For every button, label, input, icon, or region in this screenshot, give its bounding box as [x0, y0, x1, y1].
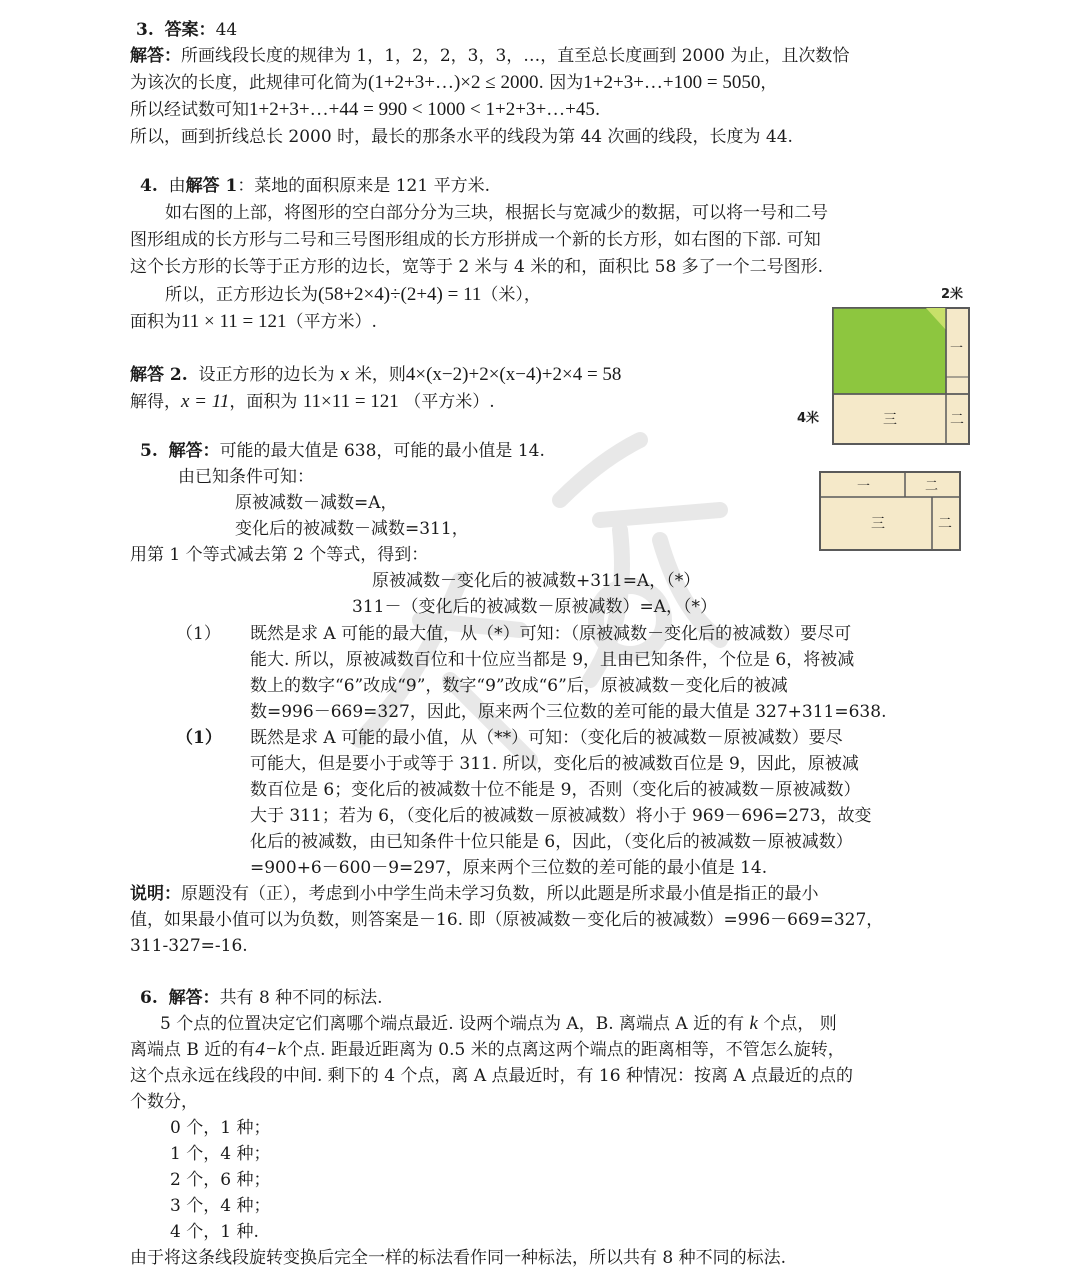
label-region-three-top: 三 — [883, 412, 897, 428]
q4-solution2-line1 — [130, 362, 621, 388]
q3-formula-3: 1+2+3+…+44 = 990 < 1000 < 1+2+3+…+45 — [249, 99, 595, 120]
q5-note-l3: 311-327=-16. — [130, 936, 248, 956]
q5-l4: 变化后的被减数－减数=311， — [235, 519, 469, 539]
q4-number: 4. — [140, 176, 158, 196]
q5-note-label: 说明： — [130, 884, 181, 904]
q4-p2: 图形组成的长方形与二号和三号图形组成的长方形拼成一个新的长方形，如右图的下部. 可知 — [130, 230, 821, 250]
q4-formula-area: 11 × 11 = 121 — [181, 311, 287, 332]
q3-line1-text: 所画线段长度的规律为 1，1，2，2，3，3，…，直至总长度画到 2000 为止，且次数恰 — [181, 46, 850, 66]
q5-l5: 用第 1 个等式减去第 2 个等式，得到： — [130, 545, 429, 565]
label-region-one-bottom: 一 — [857, 479, 871, 494]
q5-note-text: 原题没有（正），考虑到小中学生尚未学习负数，所以此题是所求最小值是指正的最小 — [181, 884, 819, 904]
q4-x-value: x = 11 — [181, 391, 230, 412]
q6-p2-text-b: 个点. 距最近距离为 0.5 米的点离这两个端点的距离相等，不管怎么旋转， — [286, 1040, 845, 1060]
q5-note-l2: 值，如果最小值可以为负数，则答案是－16. 即（原被减数－变化后的被减数）=996－669=327， — [130, 910, 884, 930]
q5-case2-l4: 大于 311；若为 6，（变化后的被减数－原被减数）将小于 969－696=273，故变 — [250, 806, 872, 826]
q6-p1 — [160, 1011, 837, 1037]
q5-l3: 原被减数－减数=A， — [235, 493, 398, 513]
q4-head-c: ：菜地的面积原来是 121 平方米. — [237, 176, 490, 196]
q6-expr: 4−k — [255, 1039, 287, 1060]
q3-line2 — [130, 70, 777, 96]
q5-case1-tag: （1） — [176, 624, 221, 644]
q4-p5 — [130, 309, 377, 335]
q6-list-item: 3 个，4 种； — [170, 1196, 271, 1216]
q5-l2: 由已知条件可知： — [178, 467, 314, 487]
q6-list-item: 2 个，6 种； — [170, 1170, 271, 1190]
q3-line1 — [130, 43, 849, 69]
q3-answer-value: 44 — [215, 20, 238, 40]
q3-formula-2: 1+2+3+…+100 = 5050 — [583, 72, 761, 93]
q5-case2-l3: 数百位是 6；变化后的被减数十位不能是 9，否则（变化后的被减数－原被减数） — [250, 780, 861, 800]
q3-line4: 所以，画到折线总长 2000 时，最长的那条水平的线段为第 44 次画的线段，长度为 44. — [130, 127, 793, 147]
q3-jieda-label: 解答： — [130, 46, 181, 66]
q5-case2-tag: （1） — [176, 728, 222, 748]
q4-head-a: 由 — [168, 176, 186, 196]
q3-line3-end: . — [594, 100, 601, 120]
q6-result: 共有 8 种不同的标法. — [219, 988, 383, 1008]
q4-formula-side: (58+2×4)÷(2+4) = 11 — [318, 284, 482, 305]
q5-result: 可能的最大值是 638，可能的最小值是 14. — [219, 441, 545, 461]
q4-p4-text: 所以，正方形边长为 — [165, 285, 318, 305]
q5-case2-l1: 既然是求 A 可能的最小值，从（**）可知：（变化后的被减数－原被减数）要尽 — [250, 728, 843, 748]
q4-p5-text: 面积为 — [130, 312, 181, 332]
q6-label: 解答： — [168, 988, 220, 1008]
q4-p4-unit: （米）， — [481, 285, 541, 305]
q6-p2 — [130, 1037, 845, 1063]
q6-variable-k: k — [749, 1013, 758, 1034]
label-region-three-bottom: 三 — [871, 516, 885, 532]
label-4m: 4米 — [797, 411, 820, 426]
q5-case1-l1: 既然是求 A 可能的最大值，从（*）可知：（原被减数－变化后的被减数）要尽可 — [250, 624, 852, 644]
q4-s2-text: 设正方形的边长为 — [198, 365, 335, 385]
q6-list-item: 4 个，1 种. — [170, 1222, 259, 1242]
q3-line2-text-b: . 因为 — [538, 73, 584, 93]
q4-variable-x: x — [339, 365, 350, 385]
q3-header — [136, 17, 237, 43]
label-region-one-top: 一 — [950, 341, 964, 356]
q5-case2-l2: 可能大，但是要小于或等于 311. 所以，变化后的被减数百位是 9，因此，原被减 — [250, 754, 859, 774]
vegetable-plot — [833, 308, 946, 394]
q6-p1-text-b: 个点， 则 — [763, 1014, 837, 1034]
q5-number: 5. — [140, 441, 158, 461]
q4-s3-text-b: ，面积为 — [229, 392, 298, 412]
q6-header — [140, 985, 383, 1011]
q6-p4: 个数分， — [130, 1092, 198, 1112]
q4-p5-unit: （平方米）. — [286, 312, 377, 332]
q6-final: 由于将这条线段旋转变换后完全一样的标法看作同一种标法，所以共有 8 种不同的标法. — [130, 1248, 787, 1268]
rearranged-rectangle — [820, 472, 960, 550]
q6-list-item: 0 个，1 种； — [170, 1118, 271, 1138]
q6-p3: 这个点永远在线段的中间. 剩下的 4 个点，离 A 点最近时，有 16 种情况：按离 A 点最近的点的 — [130, 1066, 854, 1086]
q5-note-l1 — [130, 881, 819, 907]
q4-solution1-label: 解答 1 — [185, 176, 238, 196]
q4-p4 — [165, 282, 541, 308]
q5-l6: 原被减数－变化后的被减数+311=A，（*） — [372, 571, 701, 591]
q4-area-formula: 11×11 = 121 — [302, 391, 399, 412]
q4-solution2-label: 解答 2. — [130, 365, 188, 385]
q4-p1: 如右图的上部，将图形的空白部分分为三块，根据长与宽减少的数据，可以将一号和二号 — [165, 203, 828, 223]
q3-line2-text-c: ， — [760, 73, 778, 93]
q6-number: 6. — [140, 988, 158, 1008]
q6-p2-text: 离端点 B 近的有 — [130, 1040, 256, 1060]
q3-formula-1: (1+2+3+…)×2 ≤ 2000 — [368, 72, 539, 93]
q4-solution2-line2 — [130, 389, 495, 415]
q5-case1-l4: 数=996－669=327，因此，原来两个三位数的差可能的最大值是 327+311=638. — [250, 702, 887, 722]
q3-number: 3. — [136, 20, 154, 40]
q4-figure — [795, 280, 985, 560]
label-region-two-bottom-b: 二 — [938, 516, 952, 532]
q5-case2-l5: 化后的被减数，由已知条件十位只能是 6，因此，（变化后的被减数－原被减数） — [250, 832, 853, 852]
q4-s3-unit: （平方米）. — [404, 392, 495, 412]
label-region-two-bottom: 二 — [925, 479, 939, 494]
label-region-two-top: 二 — [950, 412, 964, 428]
q3-line2-text: 为该次的长度，此规律可化简为 — [130, 73, 368, 93]
q4-s2-text-b: 米，则 — [354, 365, 406, 385]
q5-case1-l3: 数上的数字“6”改成“9”，数字“9”改成“6”后，原被减数－变化后的被减 — [250, 676, 788, 696]
q5-case2-l6: =900+6－600－9=297，原来两个三位数的差可能的最小值是 14. — [250, 858, 768, 878]
q5-label: 解答： — [168, 441, 220, 461]
q6-p1-text: 5 个点的位置决定它们离哪个端点最近. 设两个端点为 A，B. 离端点 A 近的有 — [160, 1014, 745, 1034]
q4-equation: 4×(x−2)+2×(x−4)+2×4 = 58 — [405, 364, 622, 385]
q4-s3-text: 解得， — [130, 392, 181, 412]
q4-p3: 这个长方形的长等于正方形的边长，宽等于 2 米与 4 米的和，面积比 58 多了一个二号图形. — [130, 257, 824, 277]
q4-figure-svg — [795, 280, 985, 560]
q6-list-item: 1 个，4 种； — [170, 1144, 271, 1164]
label-2m: 2米 — [941, 287, 964, 302]
q5-case1-l2: 能大. 所以，原被减数百位和十位应当都是 9，且由已知条件，个位是 6，将被减 — [250, 650, 855, 670]
q4-header — [140, 173, 490, 199]
q3-line3 — [130, 97, 600, 123]
q5-header — [140, 438, 545, 464]
q5-l7: 311－（变化后的被减数－原被减数）=A，（*） — [352, 597, 717, 617]
q3-answer-label: 答案： — [164, 20, 216, 40]
q3-line3-text: 所以经试数可知 — [130, 100, 249, 120]
